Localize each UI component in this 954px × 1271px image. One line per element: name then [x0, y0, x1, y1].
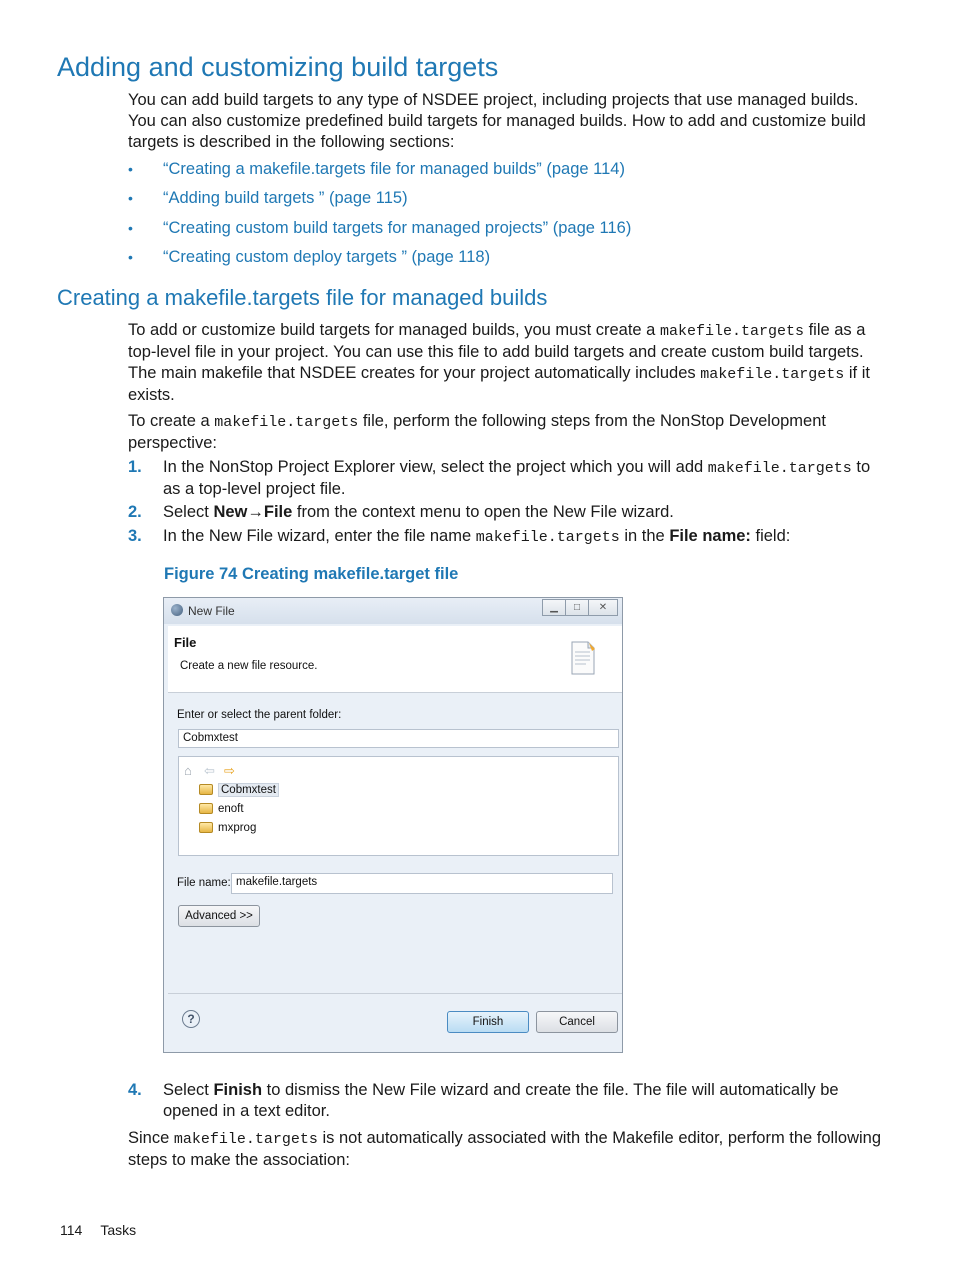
text: To create a	[128, 412, 215, 430]
figure-caption: Figure 74 Creating makefile.target file	[164, 565, 459, 583]
text: file as a top-level file in your project. You can use this file to add build targets and create custom build targets. The main makefile that NSDEE creates for your project automatically includes	[128, 321, 866, 382]
text: in the	[619, 527, 670, 545]
paragraph-2	[128, 411, 888, 454]
list-item	[128, 218, 868, 247]
text: if it exists.	[128, 364, 870, 404]
step-text	[163, 1080, 888, 1122]
window-controls	[543, 599, 618, 616]
code-text: makefile.targets	[475, 529, 620, 546]
dialog-footer	[168, 993, 622, 1052]
project-folder-icon	[199, 822, 213, 833]
text: to as a top-level project file.	[163, 458, 871, 498]
step-number: 2.	[128, 503, 142, 521]
code-text: makefile.targets	[173, 1131, 318, 1148]
bullet-icon: •	[128, 219, 133, 236]
bullet-icon: •	[128, 248, 133, 265]
bold-text: File	[263, 503, 293, 521]
dialog-header	[168, 626, 622, 693]
parent-folder-input[interactable]: Cobmxtest	[178, 729, 619, 748]
tree-item-enoft[interactable]	[199, 800, 244, 817]
tree-item-label: enoft	[218, 802, 244, 815]
link-makefile-targets[interactable]: “Creating a makefile.targets file for managed builds” (page 114)	[163, 160, 625, 178]
advanced-button[interactable]: Advanced >>	[178, 905, 260, 927]
text: To add or customize build targets for managed builds, you must create a	[128, 321, 660, 339]
forward-arrow-icon[interactable]: ⇨	[224, 763, 235, 778]
help-icon[interactable]: ?	[182, 1010, 200, 1028]
step-number: 1.	[128, 458, 142, 476]
project-folder-icon	[199, 784, 213, 795]
section-links-list	[128, 159, 868, 276]
text: field:	[750, 527, 791, 545]
home-icon[interactable]: ⌂	[184, 763, 192, 778]
page-title: Adding and customizing build targets	[57, 52, 499, 82]
header-title: File	[174, 635, 197, 650]
step-text	[163, 526, 888, 548]
steps-list-continued	[128, 1080, 888, 1125]
step-text	[163, 457, 888, 500]
project-folder-icon	[199, 803, 213, 814]
header-subtitle: Create a new file resource.	[180, 660, 318, 672]
step-item	[128, 1080, 888, 1125]
list-item	[128, 159, 868, 188]
bold-text: Finish	[213, 1081, 263, 1099]
bullet-icon: •	[128, 161, 133, 177]
tree-item-mxprog[interactable]	[199, 819, 256, 836]
text: Since	[128, 1129, 174, 1147]
file-name-input[interactable]: makefile.targets	[231, 873, 613, 894]
subsection-title: Creating a makefile.targets file for managed builds	[57, 285, 548, 310]
list-item	[128, 247, 868, 276]
bold-text: File name:	[669, 527, 751, 545]
maximize-button[interactable]: □	[565, 599, 589, 616]
step-number: 3.	[128, 527, 142, 545]
list-item	[128, 188, 868, 217]
bullet-icon: •	[128, 190, 133, 207]
code-text: makefile.targets	[659, 323, 804, 340]
intro-paragraph: You can add build targets to any type of NSDEE project, including projects that use managed builds. You can also customize predefined build targets for managed builds. How to add and customize build targets is described in the following sections:	[128, 91, 866, 151]
link-custom-deploy-targets[interactable]: “Creating custom deploy targets ” (page 118)	[163, 247, 491, 266]
dialog-body	[168, 693, 622, 993]
new-file-dialog	[163, 597, 623, 1053]
dialog-title: New File	[188, 604, 235, 618]
eclipse-app-icon	[171, 604, 183, 616]
text: In the New File wizard, enter the file name	[163, 527, 476, 545]
step-item	[128, 502, 888, 526]
text: file, perform the following steps from the NonStop Development perspective:	[128, 412, 826, 452]
paragraph-3	[128, 1128, 888, 1171]
text: Select	[163, 503, 214, 521]
text: to dismiss the New File wizard and create the file. The file will automatically be opened in a text editor.	[163, 1081, 839, 1120]
tree-item-label: Cobmxtest	[218, 783, 279, 797]
minimize-button[interactable]: ▁	[542, 599, 566, 616]
step-item	[128, 526, 888, 550]
new-file-icon	[570, 640, 596, 676]
footer-section: Tasks	[100, 1222, 137, 1238]
step-number: 4.	[128, 1081, 142, 1099]
text: from the context menu to open the New File wizard.	[292, 503, 674, 521]
tree-item-label: mxprog	[218, 821, 257, 834]
arrow-icon: →	[247, 503, 264, 521]
parent-folder-label: Enter or select the parent folder:	[177, 709, 342, 721]
tree-item-cobmxtest[interactable]	[199, 781, 279, 798]
folder-tree[interactable]	[178, 756, 619, 856]
bold-text: New	[213, 503, 248, 521]
step-item	[128, 457, 888, 502]
finish-button[interactable]: Finish	[447, 1011, 529, 1033]
code-text: makefile.targets	[700, 366, 845, 383]
cancel-button[interactable]: Cancel	[536, 1011, 618, 1033]
code-text: makefile.targets	[214, 414, 359, 431]
back-arrow-icon[interactable]: ⇦	[204, 763, 215, 778]
link-custom-build-targets[interactable]: “Creating custom build targets for managed projects” (page 116)	[163, 218, 632, 237]
paragraph-1	[128, 320, 888, 406]
page-footer	[60, 1222, 154, 1238]
link-adding-build-targets[interactable]: “Adding build targets ” (page 115)	[163, 189, 408, 208]
step-text	[163, 502, 888, 523]
dialog-titlebar[interactable]	[164, 598, 622, 624]
text: is not automatically associated with the Makefile editor, perform the following steps to make the association:	[128, 1129, 882, 1169]
close-button[interactable]: ✕	[588, 599, 618, 616]
page-number: 114	[60, 1222, 83, 1238]
code-text: makefile.targets	[707, 460, 852, 477]
text: In the NonStop Project Explorer view, select the project which you will add	[163, 458, 708, 476]
steps-list	[128, 457, 888, 550]
text: Select	[163, 1081, 214, 1099]
file-name-label: File name:	[177, 877, 231, 889]
